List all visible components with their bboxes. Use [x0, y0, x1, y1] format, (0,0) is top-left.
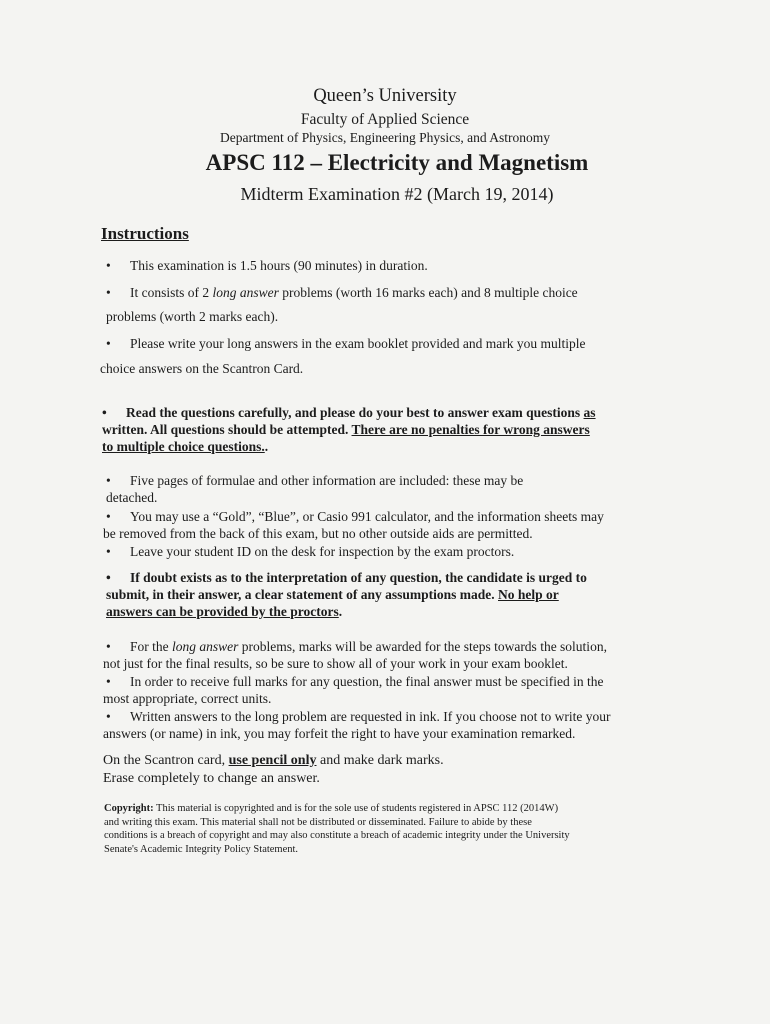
bullet-icon: • — [106, 639, 111, 654]
bullet-icon: • — [106, 674, 111, 689]
bullet-icon: • — [106, 336, 111, 351]
copyright-notice: Copyright: This material is copyrighted and is for the sole use of students registered in APSC 112 (2014W) and writing this exam. This material shall not be distributed or disseminated. Failure to abide by these conditions is a breach of copyright and may also constitute a breach of academic integrity under the University Senate's Academic Integrity Policy Statement. — [104, 803, 570, 855]
instruction-booklet-cont: choice answers on the Scantron Card. — [100, 361, 304, 376]
bullet-icon: • — [106, 709, 111, 724]
instruction-scantron: On the Scantron card, use pencil only and make dark marks. — [103, 753, 444, 768]
instruction-erase: Erase completely to change an answer. — [103, 771, 320, 786]
instruction-ink-cont: answers (or name) in ink, you may forfeit the right to have your examination remarked. — [103, 726, 576, 741]
instruction-composition-cont: problems (worth 2 marks each). — [106, 309, 279, 324]
instruction-long-answer: • For the long answer problems, marks will be awarded for the steps towards the solution, — [106, 639, 607, 654]
instructions-heading: Instructions — [101, 224, 189, 243]
instruction-long-answer-cont: not just for the final results, so be sure to show all of your work in your exam booklet. — [103, 656, 568, 671]
instruction-full-marks: • In order to receive full marks for any question, the final answer must be specified in the — [106, 674, 604, 689]
bullet-icon: • — [106, 509, 111, 524]
instruction-duration: • This examination is 1.5 hours (90 minutes) in duration. — [106, 253, 428, 278]
instruction-composition: • It consists of 2 long answer problems (worth 16 marks each) and 8 multiple choice — [106, 280, 578, 305]
bullet-icon: • — [106, 473, 111, 488]
instruction-doubt: • If doubt exists as to the interpretation of any question, the candidate is urged to submit, in their answer, a clear statement of any assumptions made. No help or answers can be provided by the proctors. — [106, 570, 587, 619]
instruction-ink: • Written answers to the long problem are requested in ink. If you choose not to write your — [106, 709, 611, 724]
instruction-student-id: • Leave your student ID on the desk for inspection by the exam proctors. — [106, 544, 515, 559]
course-title: APSC 112 – Electricity and Magnetism — [205, 150, 589, 175]
copyright-label: Copyright: — [104, 803, 154, 814]
instruction-read-carefully: • Read the questions carefully, and please do your best to answer exam questions as written. All questions should be attempted. There are no penalties for wrong answers to multiple choice questions.. — [102, 405, 596, 454]
bullet-icon: • — [102, 405, 107, 420]
bullet-icon: • — [106, 285, 111, 300]
instruction-full-marks-cont: most appropriate, correct units. — [103, 691, 272, 706]
instruction-calculator-cont: be removed from the back of this exam, but no other outside aids are permitted. — [103, 526, 533, 541]
instruction-formulae-cont: detached. — [106, 490, 158, 505]
faculty-name: Faculty of Applied Science — [300, 111, 470, 128]
department-name: Department of Physics, Engineering Physics, and Astronomy — [220, 130, 550, 145]
exam-title: Midterm Examination #2 (March 19, 2014) — [240, 184, 554, 204]
bullet-icon: • — [106, 258, 111, 273]
instruction-calculator: • You may use a “Gold”, “Blue”, or Casio 991 calculator, and the information sheets may — [106, 509, 604, 524]
instruction-formulae: • Five pages of formulae and other information are included: these may be — [106, 473, 524, 488]
instruction-booklet: • Please write your long answers in the exam booklet provided and mark you multiple — [106, 331, 586, 356]
bullet-icon: • — [106, 544, 111, 559]
bullet-icon: • — [106, 570, 111, 585]
university-name: Queen’s University — [313, 86, 457, 106]
